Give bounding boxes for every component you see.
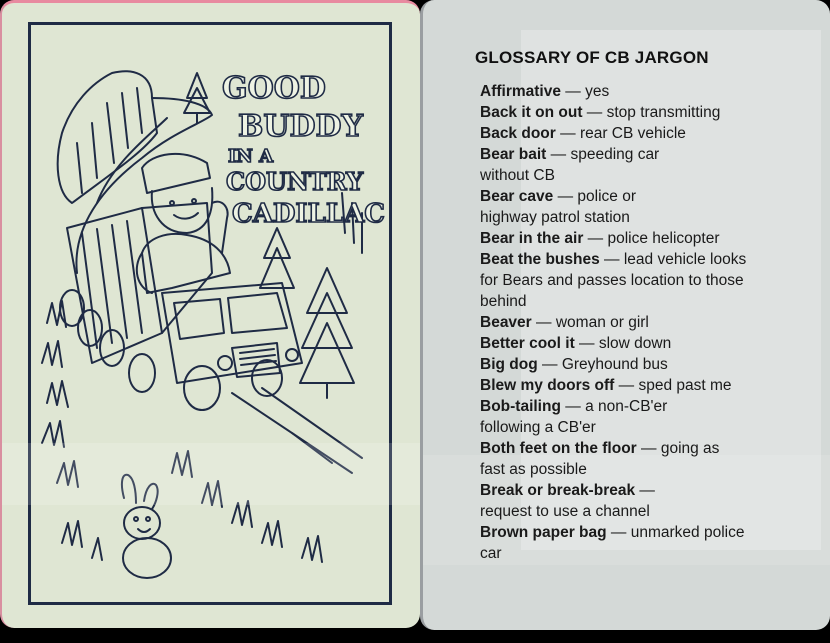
glossary-entry: Break or break-break — request to use a channel <box>480 482 655 520</box>
glossary-entry: Bear cave — police or highway patrol station <box>480 188 636 226</box>
title-line: BUDDY <box>238 109 363 144</box>
glossary-definition: slow down <box>598 335 672 352</box>
glossary-term: Bear bait <box>480 146 547 163</box>
truck-illustration <box>2 3 422 631</box>
title-line: GOOD <box>222 71 326 106</box>
glossary-entry: Better cool it — slow down <box>480 335 672 352</box>
glossary-term: Brown paper bag <box>480 524 607 541</box>
title-line: IN A <box>228 146 274 167</box>
glossary-definition: request to use a channel <box>480 503 650 520</box>
title-line: COUNTRY <box>226 167 364 196</box>
glossary-definition: woman or girl <box>555 314 649 331</box>
glossary-entry: Big dog — Greyhound bus <box>480 356 668 373</box>
glossary-term: Break or break-break <box>480 482 636 499</box>
glossary-entry: Brown paper bag — unmarked police car <box>480 524 745 562</box>
glossary-entry: Beat the bushes — lead vehicle looks for Bears and passes location to those behind <box>480 251 747 310</box>
glossary-term: Back door <box>480 125 556 142</box>
glossary-entry: Both feet on the floor — going as fast as possible <box>480 440 720 478</box>
glossary-term: Both feet on the floor <box>480 440 637 457</box>
glossary-entry: Bear in the air — police helicopter <box>480 230 720 247</box>
glossary-entry: Back it on out — stop transmitting <box>480 104 721 121</box>
glossary-term: Bear cave <box>480 188 554 205</box>
glossary-term: Bob-tailing <box>480 398 561 415</box>
glossary-entry: Back door — rear CB vehicle <box>480 125 686 142</box>
glossary-definition: sped past me <box>638 377 732 394</box>
glossary-term: Big dog <box>480 356 538 373</box>
tape-strip <box>2 443 420 505</box>
glossary-definition: speeding car without CB <box>480 146 660 184</box>
glossary-entry: Bear bait — speeding car without CB <box>480 146 660 184</box>
glossary-definition: rear CB vehicle <box>579 125 686 142</box>
glossary-definition: police helicopter <box>607 230 720 247</box>
glossary-term: Bear in the air <box>480 230 584 247</box>
glossary-term: Better cool it <box>480 335 575 352</box>
glossary-term: Affirmative <box>480 83 561 100</box>
glossary-term: Beaver <box>480 314 532 331</box>
glossary-definition: unmarked police car <box>480 524 745 562</box>
glossary-entry: Blew my doors off — sped past me <box>480 377 732 394</box>
glossary-entry: Affirmative — yes <box>480 83 610 100</box>
glossary-entry: Beaver — woman or girl <box>480 314 649 331</box>
glossary-definition: yes <box>585 83 610 100</box>
good-buddy-card <box>0 0 420 628</box>
glossary-entry: Bob-tailing — a non-CB'er following a CB'er <box>480 398 668 436</box>
glossary-definition: going as fast as possible <box>480 440 720 478</box>
glossary-card <box>420 0 830 630</box>
title-line: CADILLAC <box>232 199 386 229</box>
glossary-definition: lead vehicle looks for Bears and passes location to those behind <box>480 251 747 310</box>
glossary-definition: stop transmitting <box>606 104 721 121</box>
glossary-term: Back it on out <box>480 104 583 121</box>
glossary-definition: police or highway patrol station <box>480 188 636 226</box>
glossary-term: Beat the bushes <box>480 251 600 268</box>
glossary-definition: a non-CB'er following a CB'er <box>480 398 668 436</box>
glossary-title: GLOSSARY OF CB JARGON <box>475 48 709 67</box>
glossary-term: Blew my doors off <box>480 377 615 394</box>
glossary-list <box>480 81 825 564</box>
glossary-definition: Greyhound bus <box>561 356 668 373</box>
